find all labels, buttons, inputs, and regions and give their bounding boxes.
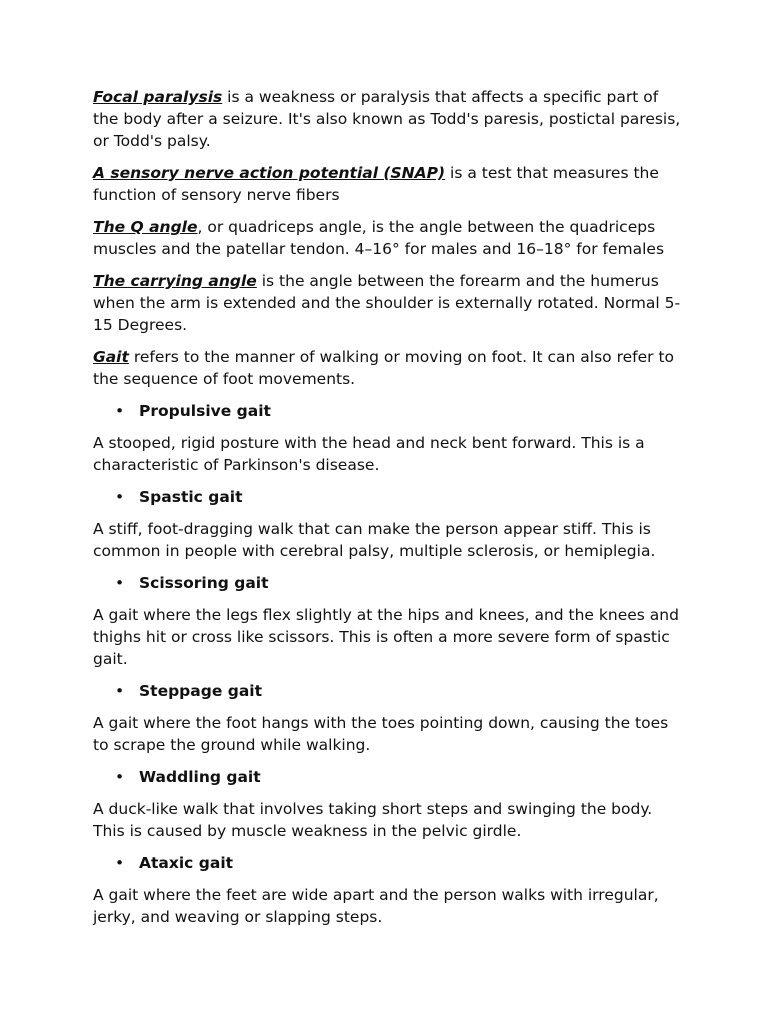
gait-heading <box>93 400 683 422</box>
definition-text: is a test that measures the function of sensory nerve fibers <box>93 164 659 204</box>
definition-snap <box>93 162 683 206</box>
gait-name: Spastic gait <box>139 488 243 506</box>
definition-term: A sensory nerve action potential (SNAP) <box>93 164 446 182</box>
gait-item-ataxic <box>93 852 683 928</box>
bullet-icon: • <box>115 488 125 506</box>
gait-heading <box>93 680 683 702</box>
definition-term: The Q angle <box>93 218 198 236</box>
gait-heading <box>93 766 683 788</box>
gait-heading <box>93 572 683 594</box>
definition-carrying-angle <box>93 270 683 336</box>
definition-text: is a weakness or paralysis that affects a specific part of the body after a seizure. It's also known as Todd's paresis, postictal paresis, or Todd's palsy. <box>93 88 681 150</box>
definition-term: Focal paralysis <box>93 88 223 106</box>
gait-item-steppage <box>93 680 683 756</box>
bullet-icon: • <box>115 682 125 700</box>
gait-item-scissoring <box>93 572 683 670</box>
definition-term: The carrying angle <box>93 272 257 290</box>
gait-description: A stooped, rigid posture with the head and neck bent forward. This is a characteristic of Parkinson's disease. <box>93 434 645 474</box>
bullet-icon: • <box>115 574 125 592</box>
definition-focal-paralysis <box>93 86 683 152</box>
gait-heading <box>93 486 683 508</box>
gait-name: Scissoring gait <box>139 574 269 592</box>
bullet-icon: • <box>115 854 125 872</box>
gait-description: A duck-like walk that involves taking short steps and swinging the body. This is caused by muscle weakness in the pelvic girdle. <box>93 800 653 840</box>
gait-heading <box>93 852 683 874</box>
definition-q-angle <box>93 216 683 260</box>
gait-item-spastic <box>93 486 683 562</box>
definition-text: refers to the manner of walking or moving on foot. It can also refer to the sequence of foot movements. <box>93 348 675 388</box>
document-page <box>93 86 683 938</box>
bullet-icon: • <box>115 768 125 786</box>
bullet-icon: • <box>115 402 125 420</box>
gait-name: Waddling gait <box>139 768 261 786</box>
gait-item-waddling <box>93 766 683 842</box>
gait-types-list <box>93 400 683 928</box>
definition-term: Gait <box>93 348 129 366</box>
gait-name: Propulsive gait <box>139 402 271 420</box>
gait-description: A gait where the foot hangs with the toes pointing down, causing the toes to scrape the ground while walking. <box>93 714 669 754</box>
gait-description: A gait where the legs flex slightly at the hips and knees, and the knees and thighs hit or cross like scissors. This is often a more severe form of spastic gait. <box>93 606 679 668</box>
definition-gait <box>93 346 683 390</box>
definition-text: is the angle between the forearm and the humerus when the arm is extended and the shoulder is externally rotated. Normal 5-15 Degrees. <box>93 272 681 334</box>
gait-item-propulsive <box>93 400 683 476</box>
gait-description: A gait where the feet are wide apart and the person walks with irregular, jerky, and weaving or slapping steps. <box>93 886 659 926</box>
gait-name: Ataxic gait <box>139 854 234 872</box>
gait-description: A stiff, foot-dragging walk that can make the person appear stiff. This is common in people with cerebral palsy, multiple sclerosis, or hemiplegia. <box>93 520 656 560</box>
gait-name: Steppage gait <box>139 682 263 700</box>
definition-text: , or quadriceps angle, is the angle between the quadriceps muscles and the patellar tendon. 4–16° for males and 16–18° for females <box>93 218 665 258</box>
